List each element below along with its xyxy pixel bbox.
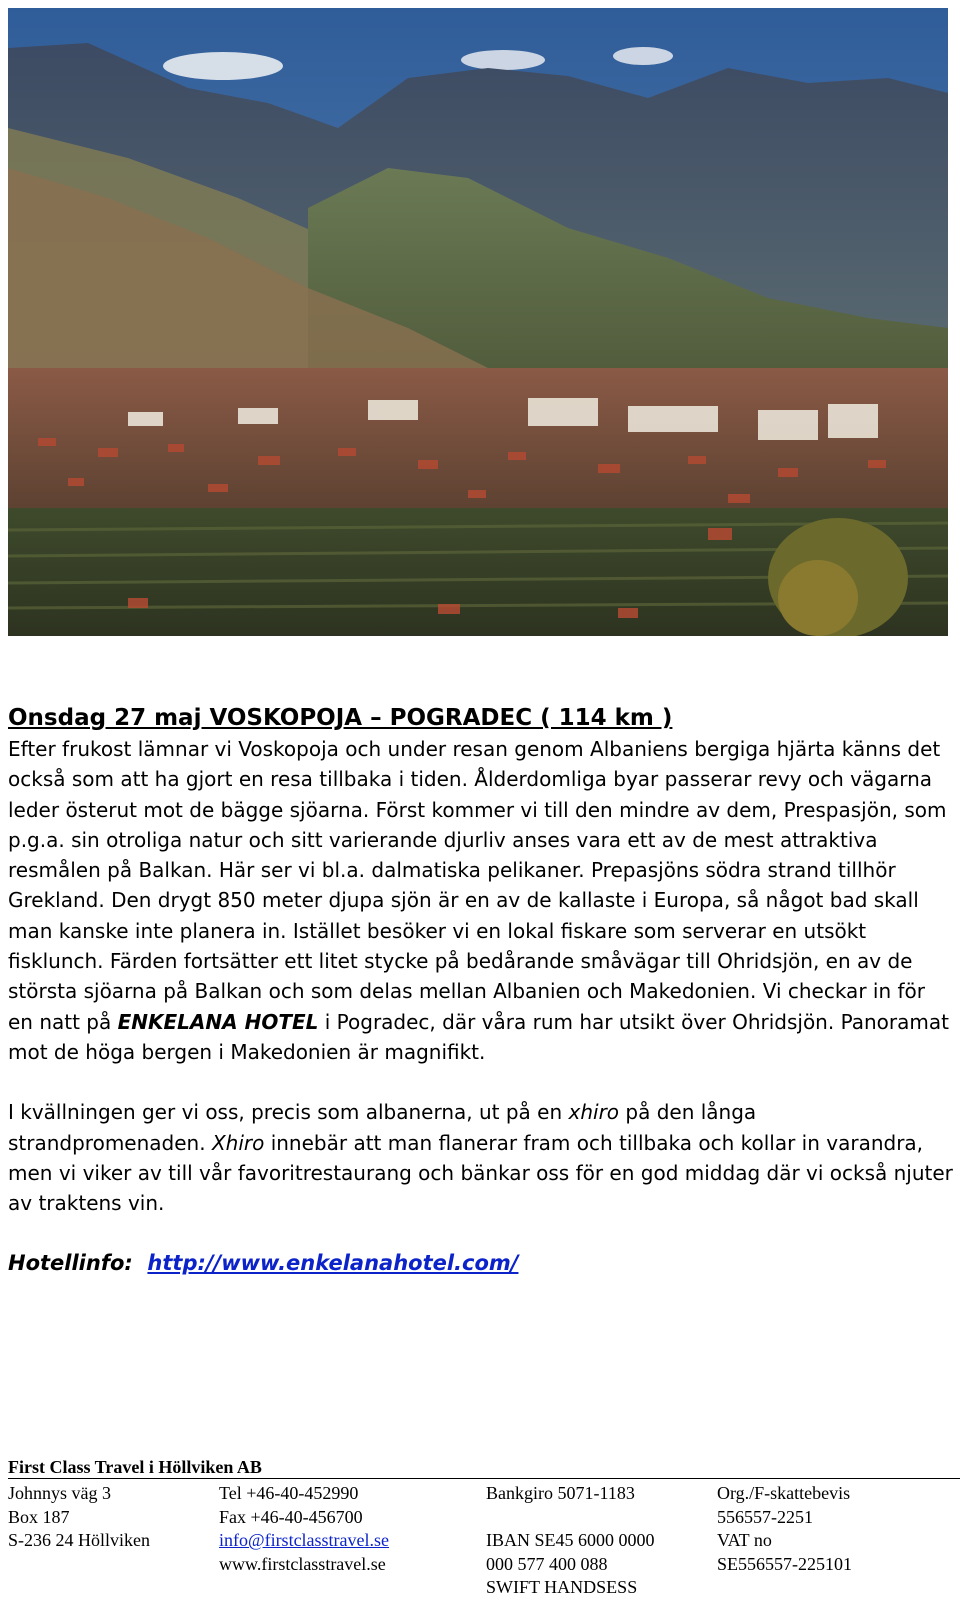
paragraph-text: i Pogradec, där våra rum har utsikt över Ohridsjön. Panoramat mot de höga bergen i Makedonien är magnifikt. <box>8 1009 949 1064</box>
footer-line: S-236 24 Höllviken <box>8 1530 150 1550</box>
footer-registration <box>717 1482 852 1576</box>
description-paragraph <box>8 734 953 1067</box>
footer-line: Org./F-skattebevis <box>717 1483 851 1503</box>
paragraph-text: innebär att man flanerar fram och tillbaka och kollar in varandra, men vi viker av till vår favoritrestaurang och bänkar oss för en god middag där vi också njuter av traktens vin. <box>8 1130 953 1216</box>
paragraph-text: Efter frukost lämnar vi Voskopoja och under resan genom Albaniens bergiga hjärta känns det också som att ha gjort en resa tillbaka i tiden. Ålderdomliga byar passerar revy och vägarna leder österut mot de bägge sjöarna. Först kommer vi till den mindre av dem, Prespasjön, som p.g.a. sin otroliga natur och sitt varierande djurliv anses vara ett av de mest attraktiva resmålen på Balkan. Här ser vi bl.a. dalmatiska pelikaner. Prepasjöns södra strand tillhör Grekland. Den drygt 850 meter djupa sjön är en av de kallaste i Europa, så något bad skall man kanske inte planera in. Istället besöker vi en lokal fiskare som serverar en utsökt fisklunch. Färden fortsätter ett litet stycke på bedårande småvägar till Ohridsjön, en av de största sjöarna på Balkan och som delas mellan Albanien och Makedonien. Vi checkar in för en natt på <box>8 737 947 1034</box>
landscape-photo <box>8 8 948 636</box>
footer-line: 556557-2251 <box>717 1506 813 1527</box>
footer-line: 000 577 400 088 <box>486 1553 608 1574</box>
paragraph-text: I kvällningen ger vi oss, precis som albanerna, ut på en <box>8 1100 569 1125</box>
footer-line: Tel +46-40-452990 <box>219 1483 359 1503</box>
footer-line: Johnnys väg 3 <box>8 1483 111 1503</box>
landscape-illustration <box>8 8 948 636</box>
paragraph-text: på den långa strandpromenaden. <box>8 1100 757 1155</box>
footer-divider <box>8 1478 960 1479</box>
footer-line: Fax +46-40-456700 <box>219 1506 363 1527</box>
email-link[interactable]: info@firstclasstravel.se <box>219 1530 390 1550</box>
evening-paragraph <box>8 1097 953 1218</box>
footer-line <box>486 1506 655 1530</box>
hotel-info-link[interactable]: http://www.enkelanahotel.com/ <box>147 1251 519 1276</box>
day-heading: Onsdag 27 maj VOSKOPOJA – POGRADEC ( 114 km ) <box>8 705 673 731</box>
footer-line: IBAN SE45 6000 0000 <box>486 1530 655 1550</box>
xhiro-term: xhiro <box>568 1100 620 1125</box>
article <box>8 702 953 1278</box>
hotel-name: ENKELANA HOTEL <box>117 1009 319 1034</box>
footer-bank <box>486 1482 655 1600</box>
footer-line: SWIFT HANDSESS <box>486 1577 638 1597</box>
footer-contact <box>219 1482 389 1576</box>
footer-address <box>8 1482 150 1553</box>
website-text: www.firstclasstravel.se <box>219 1553 386 1574</box>
footer-line: VAT no <box>717 1530 772 1550</box>
footer-line: Box 187 <box>8 1506 70 1527</box>
hotel-info <box>8 1248 953 1278</box>
xhiro-term: Xhiro <box>211 1130 265 1155</box>
footer-line: Bankgiro 5071-1183 <box>486 1483 635 1503</box>
company-name: First Class Travel i Höllviken AB <box>8 1457 262 1477</box>
footer-line: SE556557-225101 <box>717 1553 852 1574</box>
hotel-info-label: Hotellinfo: <box>8 1251 133 1276</box>
